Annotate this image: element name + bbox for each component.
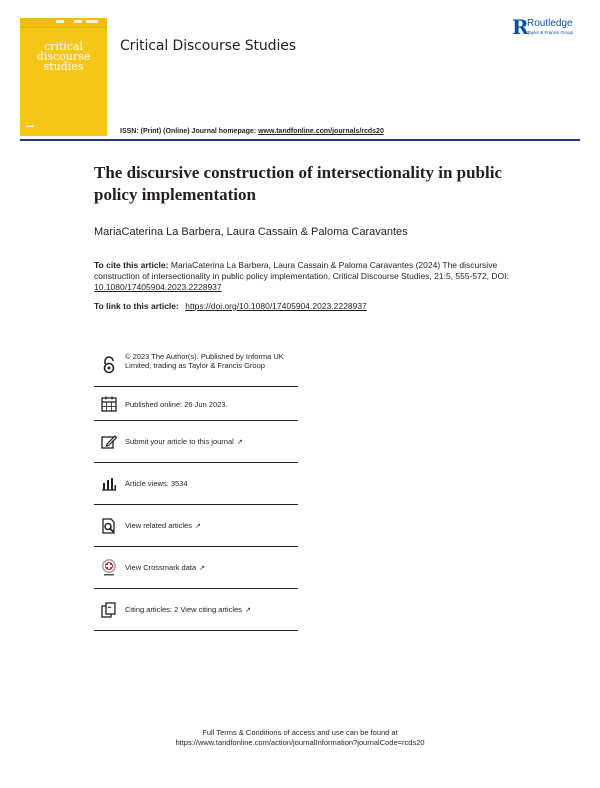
journal-cover bbox=[20, 18, 107, 136]
related-articles-item[interactable] bbox=[94, 505, 298, 547]
citing-articles-icon bbox=[100, 601, 118, 619]
terms-text: Full Terms & Conditions of access and use can be found at bbox=[202, 728, 398, 737]
publisher-name: Routledge bbox=[527, 18, 573, 29]
calendar-icon bbox=[100, 395, 118, 413]
article-views-item: Article views: 3534 bbox=[94, 463, 298, 505]
published-online-item: Published online: 26 Jun 2023. bbox=[94, 387, 298, 421]
edit-icon bbox=[100, 433, 118, 451]
routledge-logo bbox=[512, 17, 590, 41]
article-title: The discursive construction of intersectionality in public policy implementation bbox=[94, 163, 502, 204]
crossmark-item[interactable] bbox=[94, 547, 298, 589]
article-link-block: To link to this article: https://doi.org/10.1080/17405904.2023.2228937 bbox=[94, 301, 367, 311]
publisher-tagline: Taylor & Francis Group bbox=[527, 30, 574, 35]
external-link-icon: ↗ bbox=[236, 439, 243, 446]
routledge-logo-icon: R bbox=[512, 15, 529, 39]
crossmark-icon bbox=[100, 559, 118, 577]
external-link-icon: ↗ bbox=[245, 607, 251, 614]
submit-article-item[interactable] bbox=[94, 421, 298, 463]
cover-publisher-mark: ▬▬ bbox=[26, 123, 34, 128]
cover-header-strip bbox=[20, 18, 107, 28]
external-link-icon: ↗ bbox=[199, 565, 206, 572]
external-link-icon: ↗ bbox=[194, 523, 201, 530]
citing-articles-link[interactable]: Citing articles: 2 View citing articles bbox=[125, 605, 242, 614]
issn-line: ISSN: (Print) (Online) Journal homepage: www.tandfonline.com/journals/rcds20 bbox=[120, 128, 384, 135]
open-access-icon bbox=[100, 356, 118, 374]
journal-name: Critical Discourse Studies bbox=[120, 38, 296, 54]
article-info-list bbox=[94, 343, 298, 631]
article-authors: MariaCaterina La Barbera, Laura Cassain & Paloma Caravantes bbox=[94, 226, 408, 238]
citation-block: To cite this article: MariaCaterina La Barbera, Laura Cassain & Paloma Caravantes (2024) The discursive construction of intersectionality in public policy implementation, Critical Discourse Studies, 21:5, 555-572, DOI: 10.1080/17405904.2023.2228937 bbox=[94, 260, 509, 292]
search-document-icon bbox=[100, 517, 118, 535]
page-footer bbox=[0, 728, 600, 748]
terms-url[interactable]: https://www.tandfonline.com/action/journalInformation?journalCode=rcds20 bbox=[175, 738, 425, 747]
article-url-link[interactable]: https://doi.org/10.1080/17405904.2023.2228937 bbox=[185, 301, 367, 311]
header-divider bbox=[20, 139, 580, 141]
cover-title: critical discourse studies bbox=[36, 40, 91, 73]
related-articles-link[interactable]: View related articles bbox=[125, 521, 192, 530]
crossmark-link[interactable]: View Crossmark data bbox=[125, 563, 197, 572]
open-access-item: © 2023 The Author(s). Published by Informa UK Limited, trading as Taylor & Francis Group bbox=[94, 343, 298, 387]
citing-articles-item[interactable] bbox=[94, 589, 298, 631]
submit-article-link[interactable]: Submit your article to this journal bbox=[125, 437, 234, 446]
bar-chart-icon bbox=[100, 475, 118, 493]
doi-link[interactable]: 10.1080/17405904.2023.2228937 bbox=[94, 282, 222, 292]
journal-homepage-link[interactable]: www.tandfonline.com/journals/rcds20 bbox=[258, 128, 384, 135]
